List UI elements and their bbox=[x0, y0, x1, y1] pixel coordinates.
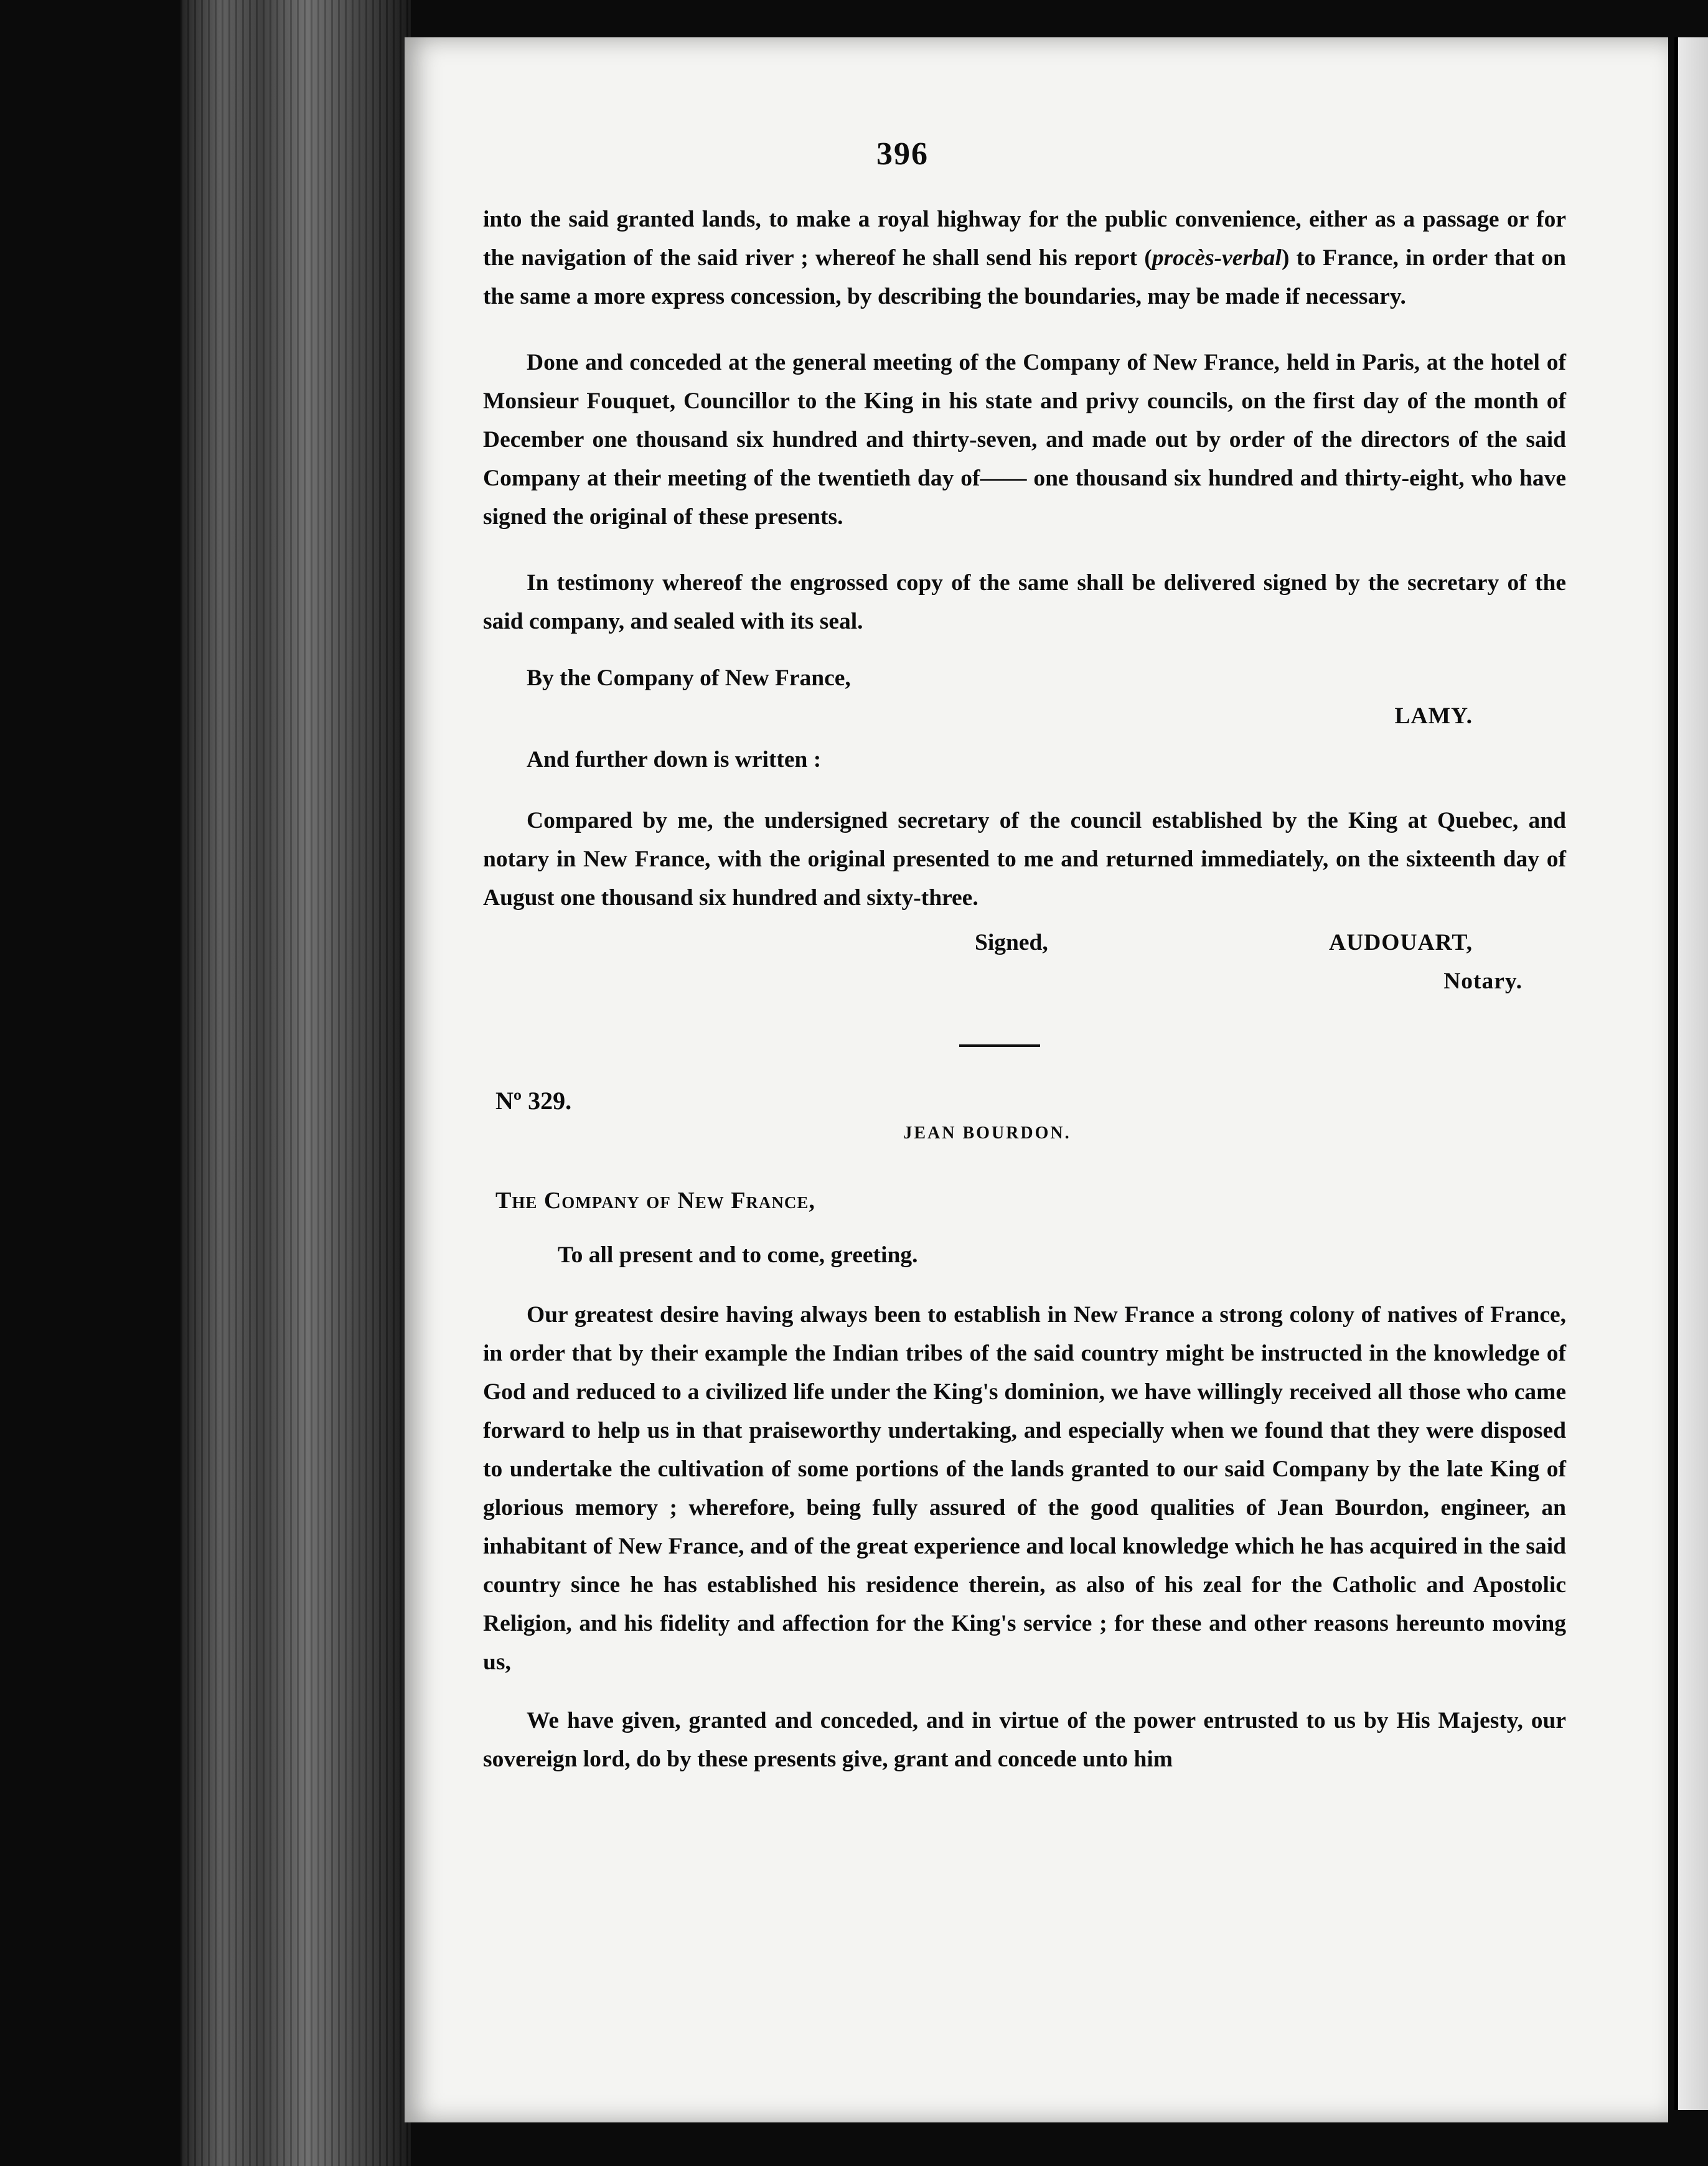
signature-lamy: LAMY. bbox=[1394, 703, 1473, 729]
page-number: 396 bbox=[876, 136, 929, 172]
spine-texture bbox=[181, 0, 411, 2166]
grantee-heading: JEAN BOURDON. bbox=[903, 1123, 1071, 1143]
adjacent-page-edge bbox=[1674, 37, 1708, 2110]
further-down-line: And further down is written : bbox=[527, 747, 822, 772]
paragraph-testimony: In testimony whereof the engrossed copy of the same shall be delivered signed by the secretary of the said company, and sealed with its seal. bbox=[483, 570, 1566, 634]
book-spine bbox=[181, 0, 411, 2166]
signature-audouart: AUDOUART, bbox=[1329, 930, 1473, 955]
italic-term: procès-verbal bbox=[1152, 245, 1282, 271]
paragraph-greatest-desire: Our greatest desire having always been to establish in New France a strong colony of natives of France, in order that by their example the Indian tribes of the said country might be instructed in the knowledge of God and reduced to a civilized life under the King's dominion, we have willingly received all those who came forward to help us in that praiseworthy undertaking, and especially when we found that they were disposed to undertake the cultivation of some portions of the lands granted to our said Company by the late King of glorious memory ; wherefore, being fully assured of the good qualities of Jean Bourdon, engineer, an inhabitant of New France, and of the great experience and local knowledge which he has acquired in the said country since he has established his residence therein, as also of his zeal for the Catholic and Apostolic Religion, and his fidelity and affection for the King's service ; for these and other reasons hereunto moving us, bbox=[483, 1302, 1566, 1675]
section-divider bbox=[959, 1044, 1040, 1047]
company-heading: The Company of New France, bbox=[495, 1188, 815, 1214]
paragraph-concession-details: Done and conceded at the general meeting of the Company of New France, held in Paris, at the hotel of Monsieur Fouquet, Councillor to the King in his state and privy councils, on the first day of the month of December one thousand six hundred and thirty-seven, and made out by order of the directors of the said Company at their meeting of the twentieth day of—— one thousand six hundred and thirty-eight, who have signed the original of these presents. bbox=[483, 350, 1566, 530]
signed-label: Signed, bbox=[975, 930, 1048, 955]
greeting-line: To all present and to come, greeting. bbox=[558, 1242, 918, 1268]
paragraph-text: into the said granted lands, to make a royal highway for the public convenience, either as a passage or for the navigation of the said river ; whereof he shall send his report ( bbox=[483, 207, 1566, 271]
document-number: Nº 329. bbox=[495, 1087, 572, 1115]
paragraph-text: ) to France, in order that on the same a more express concession, by describing the boundaries, may be made if necessary. bbox=[483, 245, 1566, 309]
by-company-line: By the Company of New France, bbox=[527, 665, 851, 691]
page-body bbox=[483, 200, 1566, 1806]
signature-row-notary bbox=[483, 962, 1566, 1001]
notary-label: Notary. bbox=[1443, 968, 1523, 994]
paragraph-continuation bbox=[483, 200, 1566, 316]
document-page bbox=[405, 37, 1668, 2122]
signature-row-lamy bbox=[483, 697, 1566, 736]
paragraph-compared: Compared by me, the undersigned secretary of the council established by the King at Quebec, and notary in New France, with the original presented to me and returned immediately, on the sixteenth day of August one thousand six hundred and sixty-three. bbox=[483, 808, 1566, 911]
paragraph-we-have-given: We have given, granted and conceded, and in virtue of the power entrusted to us by His Majesty, our sovereign lord, do by these presents give, grant and concede unto him bbox=[483, 1708, 1566, 1772]
signature-row-audouart bbox=[483, 924, 1566, 962]
